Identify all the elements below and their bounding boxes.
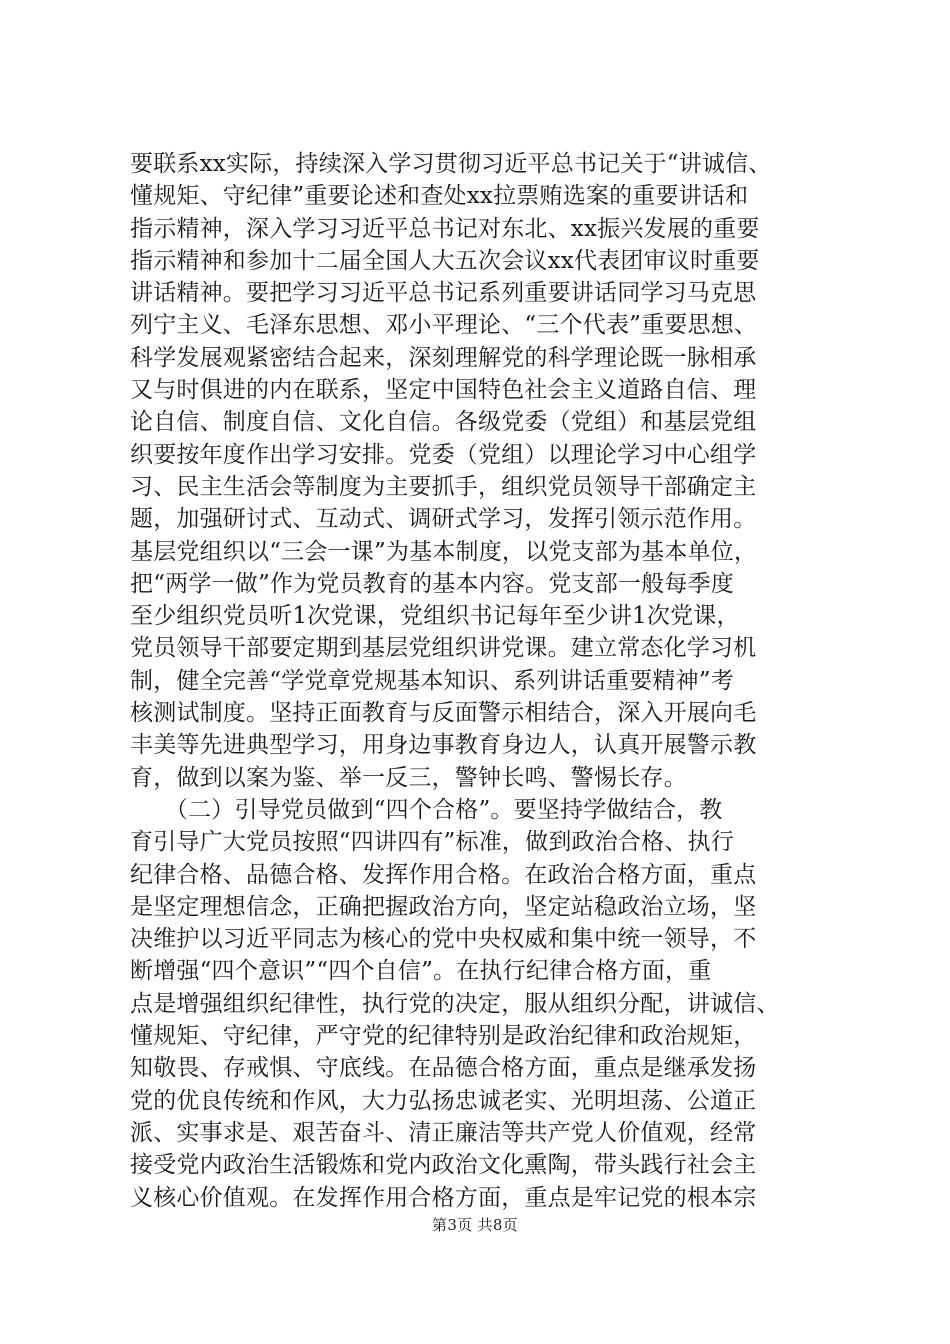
text-line: 派、实事求是、艰苦奋斗、清正廉洁等共产党人价值观，经常: [130, 1119, 757, 1146]
text-line: 基层党组织以“三会一课”为基本制度，以党支部为基本单位，: [130, 538, 758, 565]
text-line: 纪律合格、品德合格、发挥作用合格。在政治合格方面，重点: [130, 861, 757, 888]
text-line: 核测试制度。坚持正面教育与反面警示相结合，深入开展向毛: [130, 700, 757, 727]
text-line: 把“两学一做”作为党员教育的基本内容。党支部一般每季度: [130, 570, 734, 597]
text-line: 织要按年度作出学习安排。党委（党组）以理论学习中心组学: [130, 441, 757, 468]
text-line: 要联系xx实际，持续深入学习贯彻习近平总书记关于“讲诚信、: [130, 151, 772, 177]
text-line: 题，加强研讨式、互动式、调研式学习，发挥引领示范作用。: [130, 506, 757, 533]
text-line: 断增强“四个意识”“四个自信”。在执行纪律合格方面，重: [130, 958, 712, 985]
page-number-footer: 第3页 共8页: [432, 1216, 518, 1234]
text-line: 至少组织党员听1次党课，党组织书记每年至少讲1次党课，: [130, 603, 740, 630]
text-line: （二）引导党员做到“四个合格”。要坚持学做结合，教: [130, 796, 723, 823]
text-line: 懂规矩、守纪律”重要论述和查处xx拉票贿选案的重要讲话和: [130, 183, 749, 210]
text-line: 党员领导干部要定期到基层党组织讲党课。建立常态化学习机: [130, 635, 757, 662]
text-line: 是坚定理想信念，正确把握政治方向，坚定站稳政治立场，坚: [130, 893, 757, 920]
text-line: 列宁主义、毛泽东思想、邓小平理论、“三个代表”重要思想、: [130, 312, 758, 339]
text-line: 义核心价值观。在发挥作用合格方面，重点是牢记党的根本宗: [130, 1184, 757, 1211]
text-line: 接受党内政治生活锻炼和党内政治文化熏陶，带头践行社会主: [130, 1152, 757, 1179]
body-text: [130, 148, 820, 1214]
text-line: 知敬畏、存戒惧、守底线。在品德合格方面，重点是继承发扬: [130, 1055, 757, 1082]
text-line: 育，做到以案为鉴、举一反三，警钟长鸣、警惕长存。: [130, 764, 687, 791]
text-line: 懂规矩、守纪律，严守党的纪律特别是政治纪律和政治规矩，: [130, 1023, 757, 1050]
text-line: 论自信、制度自信、文化自信。各级党委（党组）和基层党组: [130, 409, 757, 436]
text-line: 决维护以习近平同志为核心的党中央权威和集中统一领导，不: [130, 926, 757, 953]
text-line: 习、民主生活会等制度为主要抓手，组织党员领导干部确定主: [130, 473, 757, 500]
text-line: 丰美等先进典型学习，用身边事教育身边人，认真开展警示教: [130, 732, 757, 759]
text-line: 科学发展观紧密结合起来，深刻理解党的科学理论既一脉相承: [130, 344, 757, 371]
text-line: 党的优良传统和作风，大力弘扬忠诚老实、光明坦荡、公道正: [130, 1087, 757, 1114]
text-line: 指示精神和参加十二届全国人大五次会议xx代表团审议时重要: [130, 247, 760, 274]
text-line: 又与时俱进的内在联系，坚定中国特色社会主义道路自信、理: [130, 377, 757, 404]
text-line: 点是增强组织纪律性，执行党的决定，服从组织分配，讲诚信、: [130, 990, 780, 1017]
text-line: 指示精神，深入学习习近平总书记对东北、xx振兴发展的重要: [130, 215, 760, 242]
text-line: 讲话精神。要把学习习近平总书记系列重要讲话同学习马克思: [130, 280, 757, 307]
text-line: 制，健全完善“学党章党规基本知识、系列讲话重要精神”考: [130, 667, 734, 694]
text-line: 育引导广大党员按照“四讲四有”标准，做到政治合格、执行: [130, 829, 734, 856]
